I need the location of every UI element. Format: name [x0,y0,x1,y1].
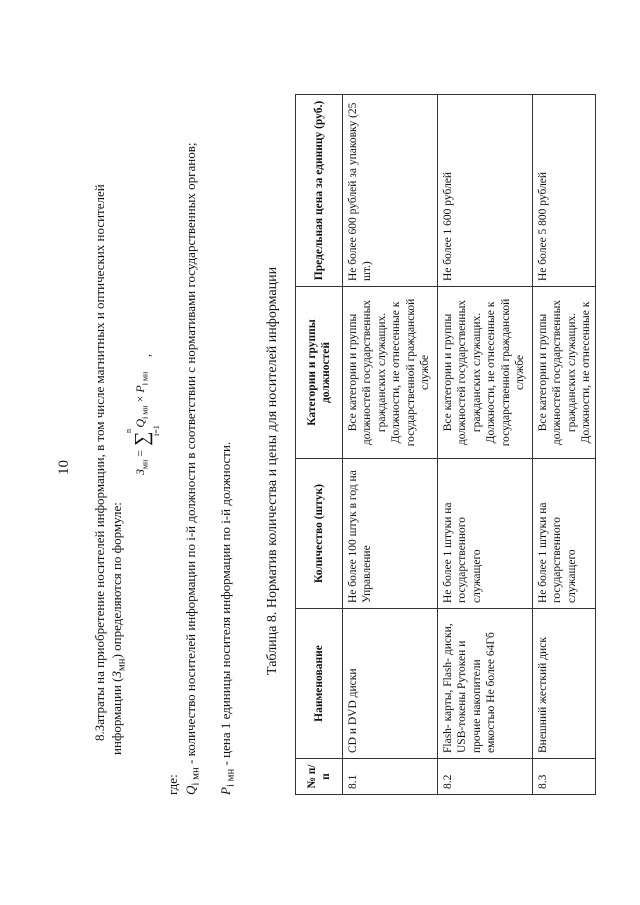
norms-table [295,94,596,795]
formula-lower-limit: i=1 [152,425,161,436]
definition-p-symbol-sub: i мн [224,768,237,788]
where-label: где: [165,774,180,795]
definition-q [182,105,203,795]
definition-p-symbol: P [218,787,233,795]
header-price: Предельная цена за единицу (руб.) [296,95,343,287]
cell-quantity: Не более 100 штук в год на Управление [343,459,438,609]
cell-number: 8.1 [343,759,438,795]
formula-lhs-sub: мн [140,459,150,470]
header-quantity: Количество (штук) [296,459,343,609]
definition-p-text: - цена 1 единицы носителя информации по i-й должности. [218,441,233,769]
cell-quantity [533,459,596,609]
formula-p-sub: i мн [140,371,150,386]
formula-q-sub: i мн [140,405,150,419]
cell-price: Не более 1 600 рублей [438,95,533,287]
header-number: № п/п [296,759,343,795]
header-categories: Категории и группы должностей [296,287,343,459]
cell-categories [533,287,596,459]
formula-times: × [133,395,147,403]
formula-upper-limit: n [124,429,133,433]
table-row [533,95,596,795]
definition-q-symbol-sub: i мн [189,767,202,786]
cell-name: Flash- карты, Flash- диски, USB-токены Рутокен и прочие накопители емкостью Не более 64Гб [438,609,533,759]
cell-categories-text: Все категории и группы должностей государственных гражданских служащих. Должности, не отнесенные к [537,299,592,446]
table-caption: Таблица 8. Норматив количества и цены для носителей информации [265,266,280,675]
cell-price: Не более 600 рублей за упаковку (25 шт.) [343,95,438,287]
formula-sum-sign: ∑ [131,431,153,446]
cell-quantity: Не более 1 штуки на государственного служащего [438,459,533,609]
cell-quantity-text: Не более 1 штуки на государственного служащего [537,502,578,603]
cell-name: Внешний жесткий диск [533,609,596,759]
table-row [343,95,438,795]
cell-number: 8.2 [438,759,533,795]
intro-symbol: З [108,671,124,678]
page-number: 10 [56,460,72,475]
formula-eq: = [133,449,147,457]
intro-paragraph [92,115,129,755]
definition-q-text: - количество носителей информации по i-й должности в соответствии с нормативами государственных органов; [183,142,198,768]
formula-lhs: З [133,469,147,475]
intro-text-before: 8.Затраты на приобретение носителей информации, в том числе магнитных и оптических носителей информации ( [92,184,124,755]
definition-p [218,105,237,795]
header-name: Наименование [296,609,343,759]
cell-price: Не более 5 800 рублей [533,95,596,287]
table-header-row [296,95,343,795]
intro-symbol-sub: мн [115,658,128,672]
cell-categories: Все категории и группы должностей государственных гражданских служащих. Должности, не отнесенные к государственной гражданской службе [438,287,533,459]
cell-name: CD и DVD диски [343,609,438,759]
formula-comma: , [139,354,153,357]
formula-p: P [133,385,147,393]
intro-text-after: ) определяются по формуле: [108,502,124,659]
definition-q-symbol: Q [183,785,198,795]
cell-number: 8.3 [533,759,596,795]
formula-q: Q [133,418,147,428]
cell-categories: Все категории и группы должностей государственных гражданских служащих. Должности, не отнесенные к государственной гражданской службе [343,287,438,459]
table-row [438,95,533,795]
formula [124,354,161,475]
